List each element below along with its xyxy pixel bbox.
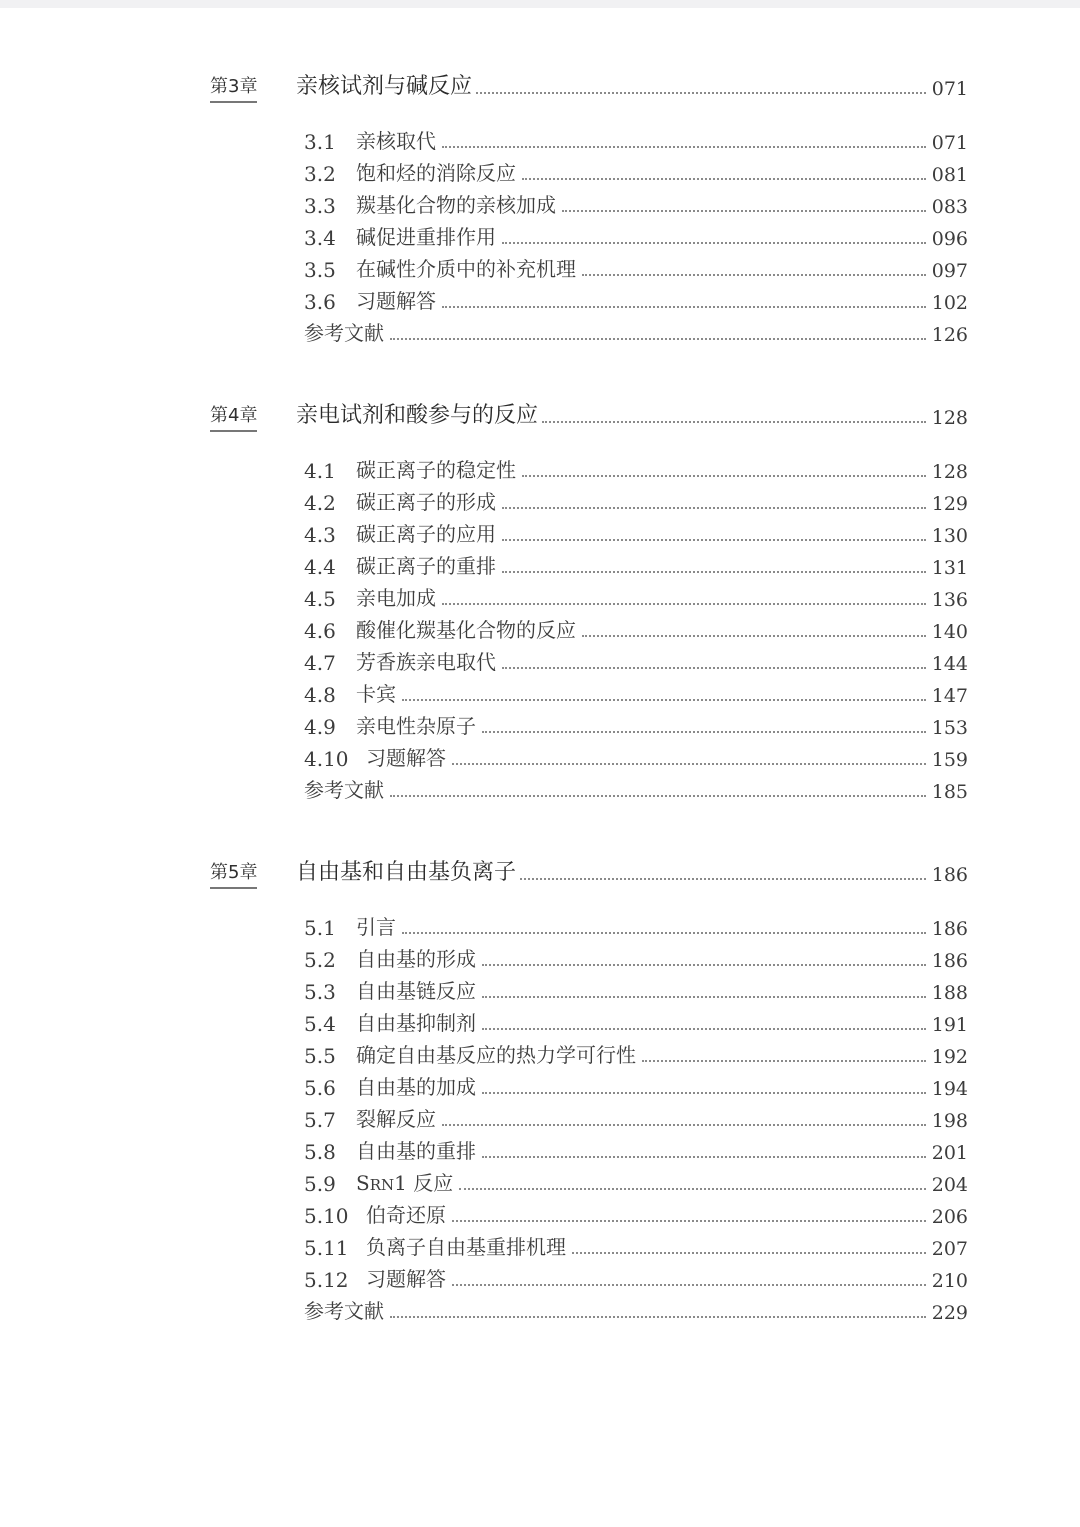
entry-number: 3.3 [304,194,336,218]
entry-title: 自由基抑制剂 [356,1011,476,1035]
entry-page-number: 191 [931,1014,968,1036]
dot-leader [442,146,926,148]
chapter-badge: 第5章 [210,858,257,889]
entry-title: 在碱性介质中的补充机理 [356,257,576,281]
entry-number: 3.1 [304,130,336,154]
dot-leader [402,932,926,934]
entry-number: 4.6 [304,619,336,643]
toc-entry-3-references [304,316,968,346]
chapter-title-row [296,393,968,429]
entry-title: 习题解答 [366,1267,446,1291]
dot-leader [482,1028,926,1030]
toc-entry-3-3 [304,188,968,218]
toc-entry-5-references [304,1294,968,1324]
entry-title: 自由基的形成 [356,947,476,971]
toc-entry-5-11 [304,1230,968,1260]
entry-page-number: 185 [931,781,968,803]
entry-title: 羰基化合物的亲核加成 [356,193,556,217]
dot-leader [390,1316,926,1318]
srn1-subscript: RN [369,1176,395,1194]
entry-number: 4.7 [304,651,336,675]
toc-entry-4-9 [304,709,968,739]
page-top-band [0,0,1080,8]
entry-page-number: 081 [931,164,968,186]
entry-page-number: 136 [931,589,968,611]
dot-leader [582,274,926,276]
entry-number: 4.8 [304,683,336,707]
toc-entry-4-7 [304,645,968,675]
chapter-title: 亲电试剂和酸参与的反应 [296,403,539,428]
entry-page-number: 083 [931,196,968,218]
entry-title: 伯奇还原 [366,1203,446,1227]
toc-entry-4-5 [304,581,968,611]
entry-title: 碳正离子的重排 [356,554,496,578]
entry-number: 4.9 [304,715,336,739]
dot-leader [482,996,926,998]
entry-title: 参考文献 [304,321,384,345]
entry-title: 习题解答 [356,289,436,313]
entry-number: 4.3 [304,523,336,547]
entry-page-number: 130 [931,525,968,547]
chapter-page-number: 071 [931,78,968,100]
toc-entry-4-3 [304,517,968,547]
entry-title: 习题解答 [366,746,446,770]
entry-page-number: 071 [931,132,968,154]
entry-number: 3.4 [304,226,336,250]
dot-leader [522,178,926,180]
chapter-3-heading [210,64,968,104]
dot-leader [452,1220,926,1222]
entry-title: 酸催化羰基化合物的反应 [356,618,576,642]
entry-page-number: 096 [931,228,968,250]
toc-entry-5-4 [304,1006,968,1036]
toc-entry-3-1 [304,124,968,154]
entry-title: 碳正离子的稳定性 [356,458,516,482]
toc-entry-4-4 [304,549,968,579]
dot-leader [482,731,926,733]
dot-leader [502,507,926,509]
entry-page-number: 192 [931,1046,968,1068]
entry-page-number: 129 [931,493,968,515]
entry-number: 3.2 [304,162,336,186]
entry-page-number: 097 [931,260,968,282]
entry-number: 5.11 [304,1236,349,1260]
entry-number: 3.5 [304,258,336,282]
chapter-title: 自由基和自由基负离子 [296,860,517,885]
entry-title: 参考文献 [304,1299,384,1323]
dot-leader [442,306,926,308]
chapter-4-heading [210,393,968,433]
dot-leader [582,635,926,637]
entry-number: 4.10 [304,747,349,771]
entry-number: 3.6 [304,290,336,314]
dot-leader [502,242,926,244]
toc-entry-4-1 [304,453,968,483]
chapter-badge: 第4章 [210,401,257,432]
srn1-rest: 1 反应 [394,1171,454,1195]
entry-page-number: 207 [931,1238,968,1260]
srn1-s: S [356,1171,370,1195]
entry-page-number: 188 [931,982,968,1004]
toc-entry-3-4 [304,220,968,250]
entry-title: 参考文献 [304,778,384,802]
dot-leader [520,878,926,880]
chapter-5-heading [210,850,968,890]
entry-title: 自由基的加成 [356,1075,476,1099]
entry-title: 自由基链反应 [356,979,476,1003]
dot-leader [390,795,926,797]
entry-page-number: 194 [931,1078,968,1100]
entry-number: 5.7 [304,1108,336,1132]
entry-title [356,1167,453,1196]
dot-leader [502,667,926,669]
entry-number: 5.3 [304,980,336,1004]
entry-page-number: 131 [931,557,968,579]
entry-number: 5.5 [304,1044,336,1068]
toc-entry-4-8 [304,677,968,707]
chapter-badge: 第3章 [210,72,257,103]
entry-page-number: 128 [931,461,968,483]
toc-entry-4-references [304,773,968,803]
dot-leader [459,1188,926,1190]
toc-entry-4-2 [304,485,968,515]
entry-page-number: 186 [931,918,968,940]
chapter-title: 亲核试剂与碱反应 [296,74,473,99]
entry-title: 裂解反应 [356,1107,436,1131]
entry-number: 4.4 [304,555,336,579]
toc-entry-3-2 [304,156,968,186]
dot-leader [502,571,926,573]
entry-title: 亲电性杂原子 [356,714,476,738]
entry-number: 5.10 [304,1204,349,1228]
entry-title: 确定自由基反应的热力学可行性 [356,1043,636,1067]
toc-entry-5-12 [304,1262,968,1292]
entry-page-number: 147 [931,685,968,707]
entry-number: 5.6 [304,1076,336,1100]
chapter-page-number: 128 [931,407,968,429]
dot-leader [390,338,926,340]
chapter-page-number: 186 [931,864,968,886]
entry-page-number: 229 [931,1302,968,1324]
entry-page-number: 140 [931,621,968,643]
toc-entry-5-1 [304,910,968,940]
toc-entry-5-8 [304,1134,968,1164]
entry-number: 5.9 [304,1172,336,1196]
dot-leader [482,964,926,966]
entry-page-number: 201 [931,1142,968,1164]
entry-number: 5.8 [304,1140,336,1164]
entry-page-number: 186 [931,950,968,972]
entry-title: 碳正离子的形成 [356,490,496,514]
entry-page-number: 210 [931,1270,968,1292]
entry-number: 5.1 [304,916,336,940]
entry-page-number: 206 [931,1206,968,1228]
chapter-title-row [296,850,968,886]
dot-leader [572,1252,926,1254]
dot-leader [502,539,926,541]
dot-leader [442,603,926,605]
entry-page-number: 198 [931,1110,968,1132]
dot-leader [482,1092,926,1094]
entry-title: 芳香族亲电取代 [356,650,496,674]
toc-entry-3-6 [304,284,968,314]
toc-entry-5-6 [304,1070,968,1100]
toc-entry-5-10 [304,1198,968,1228]
entry-title: 饱和烃的消除反应 [356,161,516,185]
entry-page-number: 126 [931,324,968,346]
entry-title: 负离子自由基重排机理 [366,1235,566,1259]
entry-title: 自由基的重排 [356,1139,476,1163]
toc-entry-4-10 [304,741,968,771]
dot-leader [642,1060,926,1062]
entry-page-number: 144 [931,653,968,675]
chapter-title-row [296,64,968,100]
entry-title: 亲电加成 [356,586,436,610]
toc-entry-5-7 [304,1102,968,1132]
toc-entry-5-3 [304,974,968,1004]
toc-entry-5-2 [304,942,968,972]
dot-leader [476,92,926,94]
dot-leader [562,210,926,212]
dot-leader [452,763,926,765]
entry-page-number: 159 [931,749,968,771]
entry-title: 碱促进重排作用 [356,225,496,249]
toc-entry-5-9 [304,1166,968,1196]
dot-leader [542,421,926,423]
dot-leader [522,475,926,477]
dot-leader [402,699,926,701]
entry-number: 5.12 [304,1268,349,1292]
entry-title: 卡宾 [356,682,396,706]
entry-number: 5.2 [304,948,336,972]
entry-page-number: 102 [931,292,968,314]
entry-title: 碳正离子的应用 [356,522,496,546]
dot-leader [452,1284,926,1286]
dot-leader [442,1124,926,1126]
entry-number: 4.2 [304,491,336,515]
dot-leader [482,1156,926,1158]
toc-entry-5-5 [304,1038,968,1068]
entry-title: 引言 [356,915,396,939]
entry-number: 4.1 [304,459,336,483]
entry-number: 4.5 [304,587,336,611]
entry-title: 亲核取代 [356,129,436,153]
entry-page-number: 204 [931,1174,968,1196]
entry-page-number: 153 [931,717,968,739]
toc-entry-4-6 [304,613,968,643]
toc-entry-3-5 [304,252,968,282]
entry-number: 5.4 [304,1012,336,1036]
